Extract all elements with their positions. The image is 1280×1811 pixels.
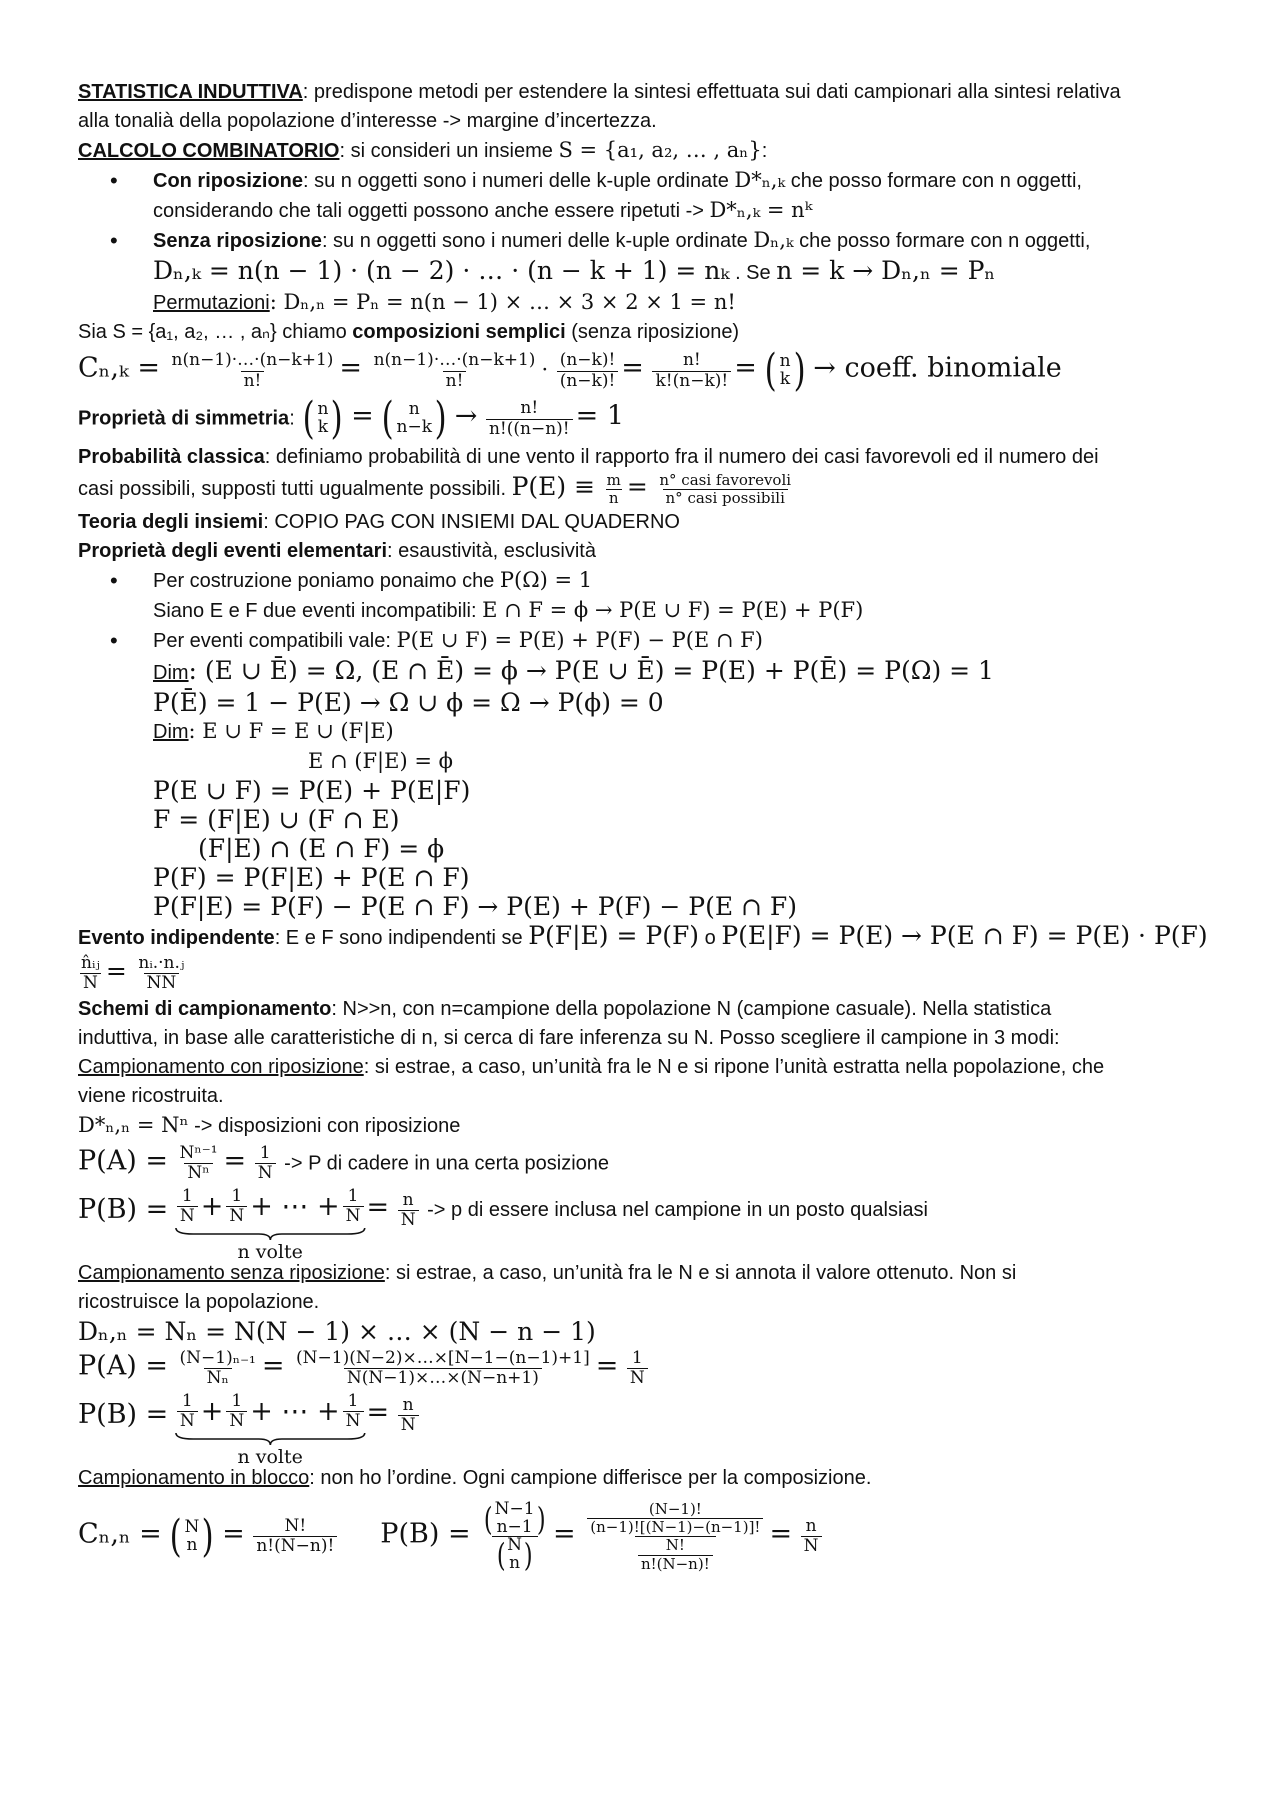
binom-N1-n1: ( N−1 n−1 ) (484, 1498, 546, 1538)
senza-rip-line-1 (78, 226, 1208, 256)
ev-bullet-1 (78, 566, 1208, 596)
frac-num: (N−1)ₙ₋₁ (179, 1347, 256, 1368)
pa-frac-1 (177, 1144, 221, 1184)
frac-num (584, 1501, 766, 1537)
camp-con-line-2: viene ricostruita. (78, 1084, 224, 1107)
indip-o: o (699, 926, 722, 949)
perm-label: Permutazioni (153, 292, 270, 314)
camp-con-label: Campionamento con riposizione (78, 1055, 364, 1078)
pb-result-frac (801, 1517, 822, 1557)
frac-den: n! (443, 371, 467, 392)
frac-num: 1 (181, 1185, 193, 1206)
indip-formula-2: P(E|F) = P(E) → P(E ∩ F) = P(E) · P(F) (721, 920, 1208, 950)
simm-label: Proprietà di simmetria (78, 407, 290, 430)
simm-rhs: = 1 (575, 400, 624, 432)
frac-den: N (177, 1411, 198, 1432)
binom-top: N−1 (494, 1498, 535, 1519)
c-frac (253, 1517, 337, 1557)
binom-bot: k (779, 369, 791, 389)
underbrace-sum (174, 1392, 367, 1468)
senza-rip-text-2: che posso formare con n oggetti, (793, 230, 1091, 252)
con-rip-text-2: che posso formare con n oggetti, (785, 170, 1082, 192)
camp-con-d-text: -> disposizioni con riposizione (188, 1114, 461, 1137)
pa-frac-1 (177, 1349, 259, 1389)
indip-label: Evento indipendente (78, 926, 275, 949)
frac-den (635, 1536, 716, 1573)
frac-den: NN (144, 973, 180, 994)
ev-line-5: P(Ē) = 1 − P(E) → Ω ∪ ϕ = Ω → P(ϕ) = 0 (153, 687, 664, 717)
prob-cl-label: Probabilità classica (78, 446, 265, 468)
senza-rip-label: Senza riposizione (153, 230, 322, 252)
binom-top: n (408, 399, 420, 420)
prop-ev-line (78, 537, 1208, 566)
eq: = (595, 1350, 619, 1382)
camp-senza-text-1: : si estrae, a caso, un’unità fra le N e si annota il valore ottenuto. Non si (384, 1261, 1017, 1284)
frac-den: n (606, 489, 622, 507)
frac-num: (n−k)! (559, 349, 616, 370)
frac-num: 1 (347, 1390, 359, 1411)
frac-num: nᵢ.·n.ⱼ (138, 952, 185, 973)
inner-frac-1 (587, 1501, 763, 1537)
frac-num: n(n−1)·…·(n−k+1) (171, 349, 334, 370)
binom-n-nk: ( n n−k ) (381, 393, 447, 444)
prob-cl-line-1 (78, 443, 1208, 472)
pb-frac (398, 1191, 419, 1231)
pb-term-2 (226, 1187, 247, 1227)
plus: + (200, 1396, 224, 1428)
stat-ind-text-1: : predispone metodi per estendere la sintesi effettuata sui dati campionari alla sintesi relativa (302, 81, 1121, 103)
frac-den: N (80, 973, 101, 994)
eq: = (351, 400, 374, 432)
frac-num: n° casi favorevoli (659, 471, 792, 489)
ev-line-7: E ∩ (F|E) = ϕ (308, 748, 453, 773)
c-lhs: Cₙ,ₙ = (78, 1518, 162, 1550)
prob-cl-text-2: casi possibili, supposti tutti ugualmente possibili. (78, 478, 512, 501)
ev-l2-formula: E ∩ F = ϕ → P(E ∪ F) = P(E) + P(F) (482, 597, 864, 622)
pa-text: -> P di cadere in una certa posizione (278, 1151, 609, 1174)
frac-num: n (402, 1189, 414, 1210)
pb-term-2 (226, 1392, 247, 1432)
camp-senza-label: Campionamento senza riposizione (78, 1261, 385, 1284)
frac-den: N (343, 1206, 364, 1227)
con-rip-line-1 (78, 166, 1208, 196)
schemi-text-1: : N>>n, con n=campione della popolazione N (campione casuale). Nella statistica (331, 997, 1052, 1020)
frac-num: n (805, 1515, 817, 1536)
frac-den: n° casi possibili (663, 489, 788, 507)
senza-rip-se-text: . Se (729, 262, 777, 284)
stat-ind-line-1 (78, 78, 1208, 107)
frac-num: 1 (259, 1142, 271, 1163)
camp-con-d-formula: D*ₙ,ₙ = Nⁿ (78, 1112, 189, 1137)
prob-cl-lhs: P(E) ≡ (511, 472, 596, 502)
frac-num: 1 (181, 1390, 193, 1411)
binom-top: n (317, 399, 329, 420)
pb-text: -> p di essere inclusa nel campione in un posto qualsiasi (421, 1199, 928, 1222)
inner-frac-2 (638, 1537, 713, 1573)
frac-den: k!(n−k)! (652, 371, 731, 392)
binom-bot: k (317, 417, 329, 437)
plus: + (200, 1191, 224, 1223)
binom-N-n: ( N n ) (169, 1510, 215, 1562)
calc-comb-text: : si consideri un insieme (339, 140, 559, 162)
camp-blocco-label: Campionamento in blocco (78, 1466, 310, 1489)
set-formula: S = {a₁, a₂, … , aₙ} (558, 138, 762, 162)
indip-formula-1: P(F|E) = P(F) (528, 920, 700, 950)
eq: = (734, 352, 757, 384)
calc-comb-colon: : (761, 140, 768, 162)
camp-senza-d: Dₙ,ₙ = Nₙ = N(N − 1) × … × (N − n − 1) (78, 1316, 596, 1346)
simm-line (78, 393, 1208, 444)
frac-den: N (627, 1368, 648, 1389)
camp-con-pb (78, 1185, 1208, 1263)
indip-line (78, 921, 1208, 953)
dim2-formula: : E ∪ F = E ∪ (F|E) (188, 718, 394, 743)
pa-frac-2 (293, 1349, 593, 1389)
ev-line-2 (78, 596, 1208, 626)
schemi-label: Schemi di campionamento (78, 997, 332, 1020)
comp-bold: composizioni semplici (352, 321, 566, 343)
frac-den: n!(N−n)! (253, 1536, 337, 1557)
eq: = (222, 1518, 245, 1550)
simm-frac (486, 399, 573, 439)
ev-line-9: F = (F|E) ∪ (F ∩ E) (153, 804, 400, 834)
pb-term-1 (177, 1392, 198, 1432)
frac-den: (n−1)![(N−1)−(n−1)]! (587, 1518, 763, 1536)
eq: = (366, 1397, 390, 1429)
eq: = (553, 1518, 576, 1550)
stat-ind-line-2: alla tonalià della popolazione d’interesse -> margine d’incertezza. (78, 110, 657, 132)
schemi-line-2: induttiva, in base alle caratteristiche di n, si cerca di fare inferenza su N. Posso scegliere il campione in 3 modi: (78, 1026, 1060, 1049)
frac-num: 1 (231, 1185, 243, 1206)
indip-text-1: : E e F sono indipendenti se (274, 926, 529, 949)
camp-con-pa (78, 1144, 1208, 1184)
dots: + ⋯ + (250, 1396, 340, 1428)
eq: = (261, 1350, 285, 1382)
indip-frac-line (78, 954, 1208, 994)
indip-frac-2 (135, 954, 187, 994)
ev-line-11: P(F) = P(F|E) + P(E ∩ F) (153, 862, 470, 892)
calc-comb-line (78, 136, 1208, 166)
pb-term-1 (177, 1187, 198, 1227)
frac-den: N (255, 1163, 276, 1184)
frac-den: N (801, 1536, 822, 1557)
dim2-label: Dim (153, 720, 189, 743)
teoria-text: : COPIO PAG CON INSIEMI DAL QUADERNO (263, 510, 680, 533)
con-rip-label: Con riposizione (153, 170, 303, 192)
eq: = (621, 352, 644, 384)
frac-num: 1 (631, 1347, 643, 1368)
underbrace-icon (174, 1432, 367, 1446)
eq: = (626, 472, 648, 502)
prob-cl-frac-mn (604, 472, 624, 508)
camp-senza-pb (78, 1390, 1208, 1468)
simm-colon: : (289, 407, 295, 430)
dim1-formula: : (E ∪ Ē) = Ω, (E ∩ Ē) = ϕ → P(E ∪ Ē) = P(E) + P(Ē) = P(Ω) = 1 (188, 655, 994, 685)
camp-senza-line-2: ricostruisce la popolazione. (78, 1290, 320, 1313)
underbrace-sum (174, 1187, 367, 1263)
comp-lhs: Cₙ,ₖ = (78, 352, 160, 384)
camp-blocco-line (78, 1464, 1208, 1493)
frac-den: N (398, 1210, 419, 1231)
frac-num: n̂ᵢⱼ (81, 952, 100, 973)
pb-lhs: P(B) = (380, 1518, 471, 1550)
ev-line-10: (F|E) ∩ (E ∩ F) = ϕ (198, 833, 445, 863)
document-page (78, 78, 1208, 1573)
binom-n-k: ( n k ) (764, 345, 806, 396)
frac-num: n! (520, 397, 539, 418)
binom-top: N (507, 1535, 523, 1556)
teoria-label: Teoria degli insiemi (78, 510, 264, 533)
con-rip-text-1: : su n oggetti sono i numeri delle k-uple ordinate (303, 170, 735, 192)
ev-line-12: P(F|E) = P(F) − P(E ∩ F) → P(E) + P(F) − P(E ∩ F) (153, 891, 798, 921)
frac-den: Nₙ (204, 1368, 232, 1389)
frac-num: n! (682, 349, 701, 370)
binom-N-n-small: ( N n ) (496, 1535, 533, 1575)
indip-frac-1 (78, 954, 103, 994)
frac-den: n!(N−n)! (638, 1555, 713, 1573)
senza-rip-line-2 (78, 256, 1208, 288)
prop-ev-text: : esaustività, esclusività (387, 539, 596, 562)
camp-con-line-1 (78, 1053, 1208, 1082)
senza-rip-se-formula: n = k → Dₙ,ₙ = Pₙ (776, 256, 996, 285)
frac-den: n!((n−n)! (486, 419, 573, 440)
binom-bot: n−k (396, 417, 433, 437)
frac-num: m (606, 471, 621, 489)
comp-frac-2 (371, 351, 539, 391)
frac-num: (N−1)! (648, 1499, 702, 1518)
frac-num: (N−1)(N−2)×…×[N−1−(n−1)+1] (296, 1347, 590, 1368)
frac-num: Nⁿ⁻¹ (179, 1142, 218, 1163)
eq: = (105, 955, 127, 985)
con-rip-line-2 (78, 196, 1208, 226)
ev-b2-formula: P(E ∪ F) = P(E) + P(F) − P(E ∩ F) (396, 627, 763, 652)
senza-rip-formula: Dₙ,ₖ = n(n − 1) · (n − 2) · … · (n − k + 1) = nₖ (153, 256, 730, 285)
camp-con-text-1: : si estrae, a caso, un’unità fra le N e si ripone l’unità estratta nella popolazione, che (363, 1055, 1105, 1078)
comp-frac-1 (169, 351, 337, 391)
eq: = (339, 352, 363, 384)
comp-frac-4 (652, 351, 731, 391)
binom-bot: n (509, 1553, 521, 1574)
underbrace-icon (174, 1227, 367, 1241)
comp-line (78, 318, 1208, 347)
frac-den: (n−k)! (557, 371, 619, 392)
pa-lhs: P(A) = (78, 1350, 168, 1382)
frac-num: N! (665, 1536, 685, 1555)
ev-line-8: P(E ∪ F) = P(E) + P(E|F) (153, 775, 471, 805)
pb-lhs: P(B) = (78, 1193, 169, 1225)
ev-bullet-2 (78, 626, 1208, 656)
frac-den: N (226, 1411, 247, 1432)
n-volte: n volte (237, 1240, 303, 1263)
ev-b1-formula: P(Ω) = 1 (499, 567, 593, 592)
ev-b2-text: Per eventi compatibili vale: (153, 629, 397, 652)
frac-num: n (402, 1394, 414, 1415)
pa-frac-2 (255, 1144, 276, 1184)
binom-bot: n (186, 1534, 198, 1555)
eq: = (223, 1144, 247, 1176)
arrow: → (454, 400, 478, 432)
senza-rip-text-1: : su n oggetti sono i numeri delle k-uple ordinate (321, 230, 754, 252)
pb-term-n (343, 1187, 364, 1227)
frac-num: 1 (347, 1185, 359, 1206)
teoria-line (78, 508, 1208, 537)
camp-con-d (78, 1111, 1208, 1141)
frac-den: N (177, 1206, 198, 1227)
perm-line (78, 288, 1208, 318)
camp-senza-line-1 (78, 1259, 1208, 1288)
comp-formula (78, 345, 1208, 396)
eq: = (366, 1192, 390, 1224)
con-rip-text-3: considerando che tali oggetti possono anche essere ripetuti -> (153, 200, 710, 222)
frac-den: N(N−1)×…×(N−n+1) (344, 1368, 542, 1389)
frac-num: n(n−1)·…·(n−k+1) (373, 349, 536, 370)
n-volte: n volte (237, 1445, 303, 1468)
pa-frac-3 (627, 1349, 648, 1389)
prob-cl-frac-casi (656, 472, 794, 508)
ev-l2-text: Siano E e F due eventi incompatibili: (153, 599, 483, 622)
comp-text-2: (senza riposizione) (565, 321, 740, 343)
dots: + ⋯ + (250, 1191, 340, 1223)
dim-1 (78, 656, 1208, 688)
dot: · (541, 357, 549, 382)
frac-den (492, 1536, 538, 1573)
frac-den: n! (241, 371, 265, 392)
camp-blocco-text: : non ho l’ordine. Ogni campione differisce per la composizione. (309, 1466, 872, 1489)
frac-den: N (398, 1415, 419, 1436)
dim-2 (78, 717, 1208, 747)
comp-text-1: Sia S = {a₁, a₂, … , aₙ} chiamo (78, 321, 353, 343)
frac-den: Nⁿ (184, 1163, 212, 1184)
camp-blocco-formula (78, 1498, 1208, 1575)
schemi-line-1 (78, 995, 1208, 1024)
senza-rip-symbol: Dₙ,ₖ (753, 228, 794, 252)
pa-lhs: P(A) = (78, 1144, 168, 1176)
frac-num: 1 (231, 1390, 243, 1411)
coeff-binomiale: → coeff. binomiale (813, 352, 1062, 384)
pb-frac (398, 1396, 419, 1436)
camp-senza-pa (78, 1349, 1208, 1389)
stat-ind-title: STATISTICA INDUTTIVA (78, 81, 303, 103)
frac-den: N (343, 1411, 364, 1432)
con-rip-symbol: D*ₙ,ₖ (734, 168, 786, 192)
eq: = (769, 1518, 793, 1550)
dim1-label: Dim (153, 661, 189, 684)
pb-lhs: P(B) = (78, 1398, 169, 1430)
ev-b1-text: Per costruzione poniamo ponaimo che (153, 569, 500, 592)
frac-num: N! (284, 1515, 307, 1536)
con-rip-formula: D*ₙ,ₖ = nᵏ (709, 198, 813, 222)
pb-term-n (343, 1392, 364, 1432)
prop-ev-label: Proprietà degli eventi elementari (78, 539, 387, 562)
pb-binom-frac (479, 1498, 550, 1575)
binom-top: N (184, 1517, 200, 1538)
comp-frac-3 (557, 351, 619, 391)
frac-den: N (226, 1206, 247, 1227)
prob-cl-text-1: : definiamo probabilità di une vento il rapporto fra il numero dei casi favorevoli ed il numero dei (264, 446, 1099, 468)
binom-n-k: ( n k ) (302, 393, 344, 444)
perm-formula: : Dₙ,ₙ = Pₙ = n(n − 1) × … × 3 × 2 × 1 = n! (269, 290, 736, 314)
frac-num (479, 1498, 550, 1538)
binom-bot: n−1 (496, 1516, 533, 1537)
binom-top: n (779, 351, 791, 372)
prob-cl-line-2 (78, 472, 1208, 508)
calc-comb-title: CALCOLO COMBINATORIO (78, 140, 340, 162)
pb-compound-frac (584, 1501, 766, 1573)
